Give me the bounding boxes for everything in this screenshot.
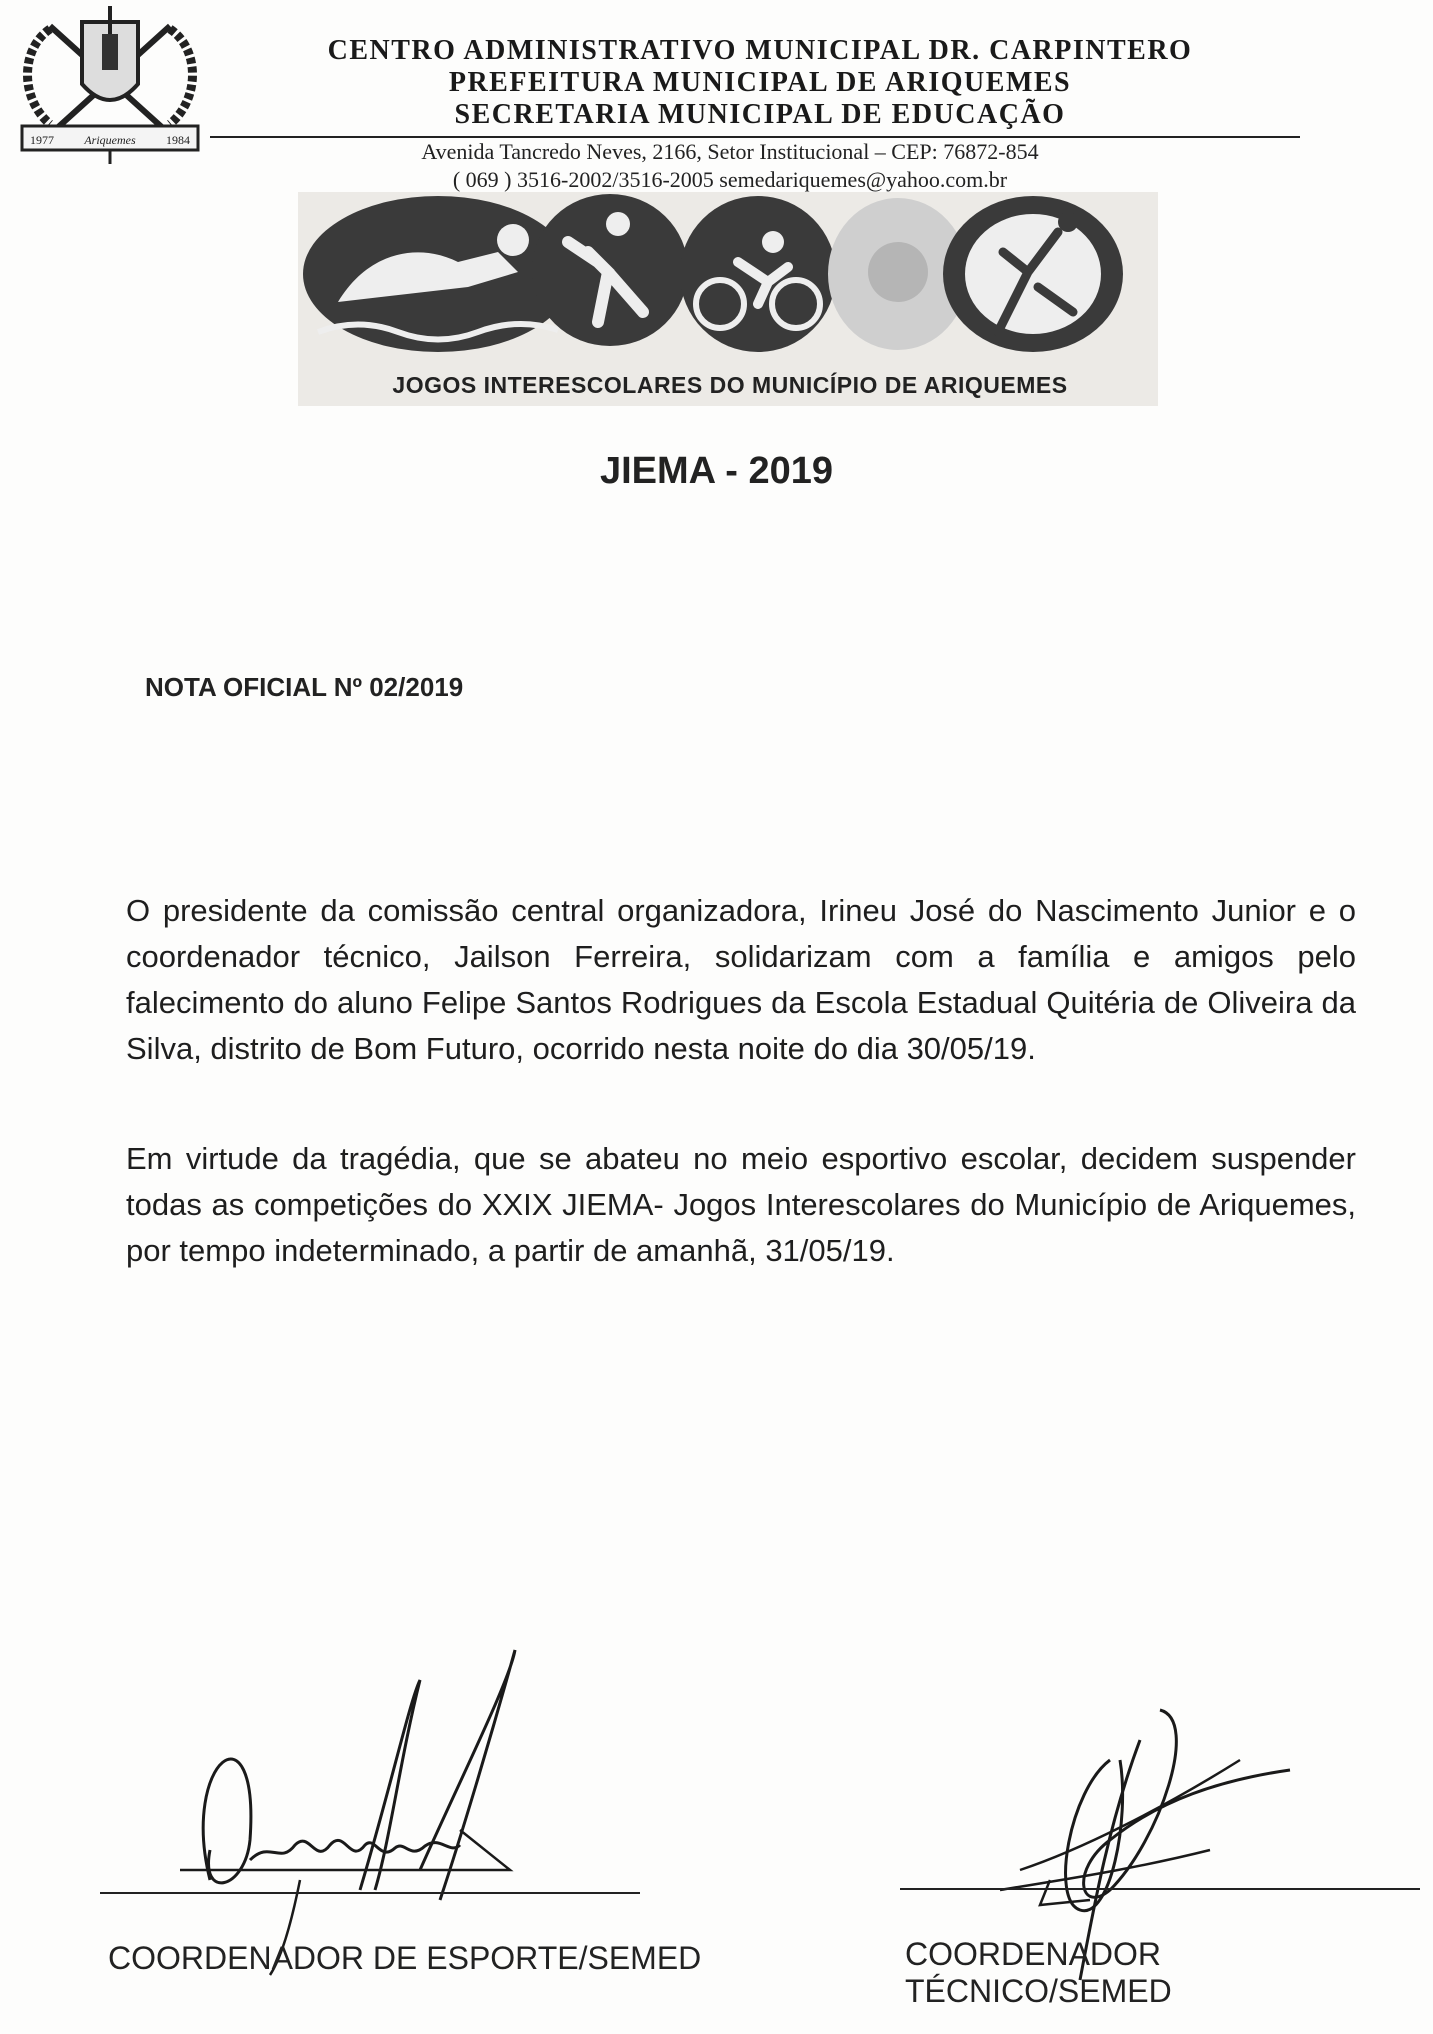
signature-label-right: COORDENADOR TÉCNICO/SEMED xyxy=(905,1936,1172,2009)
crest-wreath-left xyxy=(28,29,51,124)
municipal-crest xyxy=(10,4,210,164)
signature-line-right xyxy=(900,1888,1420,1890)
cycling-icon xyxy=(680,196,836,352)
header-address-block xyxy=(290,138,1170,194)
signature-left xyxy=(160,1640,580,1980)
crest-year-left: 1977 xyxy=(30,133,54,147)
header-address: Avenida Tancredo Neves, 2166, Setor Institucional – CEP: 76872-854 xyxy=(421,139,1039,164)
crest-wreath-right xyxy=(170,29,193,124)
header-line-3: SECRETARIA MUNICIPAL DE EDUCAÇÃO xyxy=(454,99,1066,130)
header-line-1: CENTRO ADMINISTRATIVO MUNICIPAL DR. CARPINTERO xyxy=(327,35,1193,66)
document-title: JIEMA - 2019 xyxy=(599,450,834,492)
signature-label-left: COORDENADOR DE ESPORTE/SEMED xyxy=(108,1940,702,1976)
crest-year-right: 1984 xyxy=(166,133,190,147)
basketball-icon xyxy=(532,194,688,346)
signature-line-left xyxy=(100,1892,640,1894)
banner-title: JOGOS INTERESCOLARES DO MUNICÍPIO DE ARIQUEMES xyxy=(392,372,1068,398)
gymnastics-icon xyxy=(943,196,1123,352)
crest-ribbon-text: Ariquemes xyxy=(84,133,136,147)
paragraph-2: Em virtude da tragédia, que se abateu no meio esportivo escolar, decidem suspender todas as competições do XXIX JIEMA- Jogos Interescolares do Município de Ariquemes, por tempo indeterminado, a partir de amanhã, 31/05/19. xyxy=(126,1141,1356,1268)
paragraph-1: O presidente da comissão central organizadora, Irineu José do Nascimento Junior e o coordenador técnico, Jailson Ferreira, solidarizam com a família e amigos pelo falecimento do aluno Felipe Santos Rodrigues da Escola Estadual Quitéria de Oliveira da Silva, distrito de Bom Futuro, ocorrido nesta noite do dia 30/05/19. xyxy=(126,893,1356,1066)
header-contact: ( 069 ) 3516-2002/3516-2005 semedariquemes@yahoo.com.br xyxy=(452,167,1008,192)
header-line-2: PREFEITURA MUNICIPAL DE ARIQUEMES xyxy=(448,67,1072,98)
note-number: NOTA OFICIAL Nº 02/2019 xyxy=(145,672,464,702)
crest-tower xyxy=(102,34,118,70)
letterhead xyxy=(210,34,1310,131)
